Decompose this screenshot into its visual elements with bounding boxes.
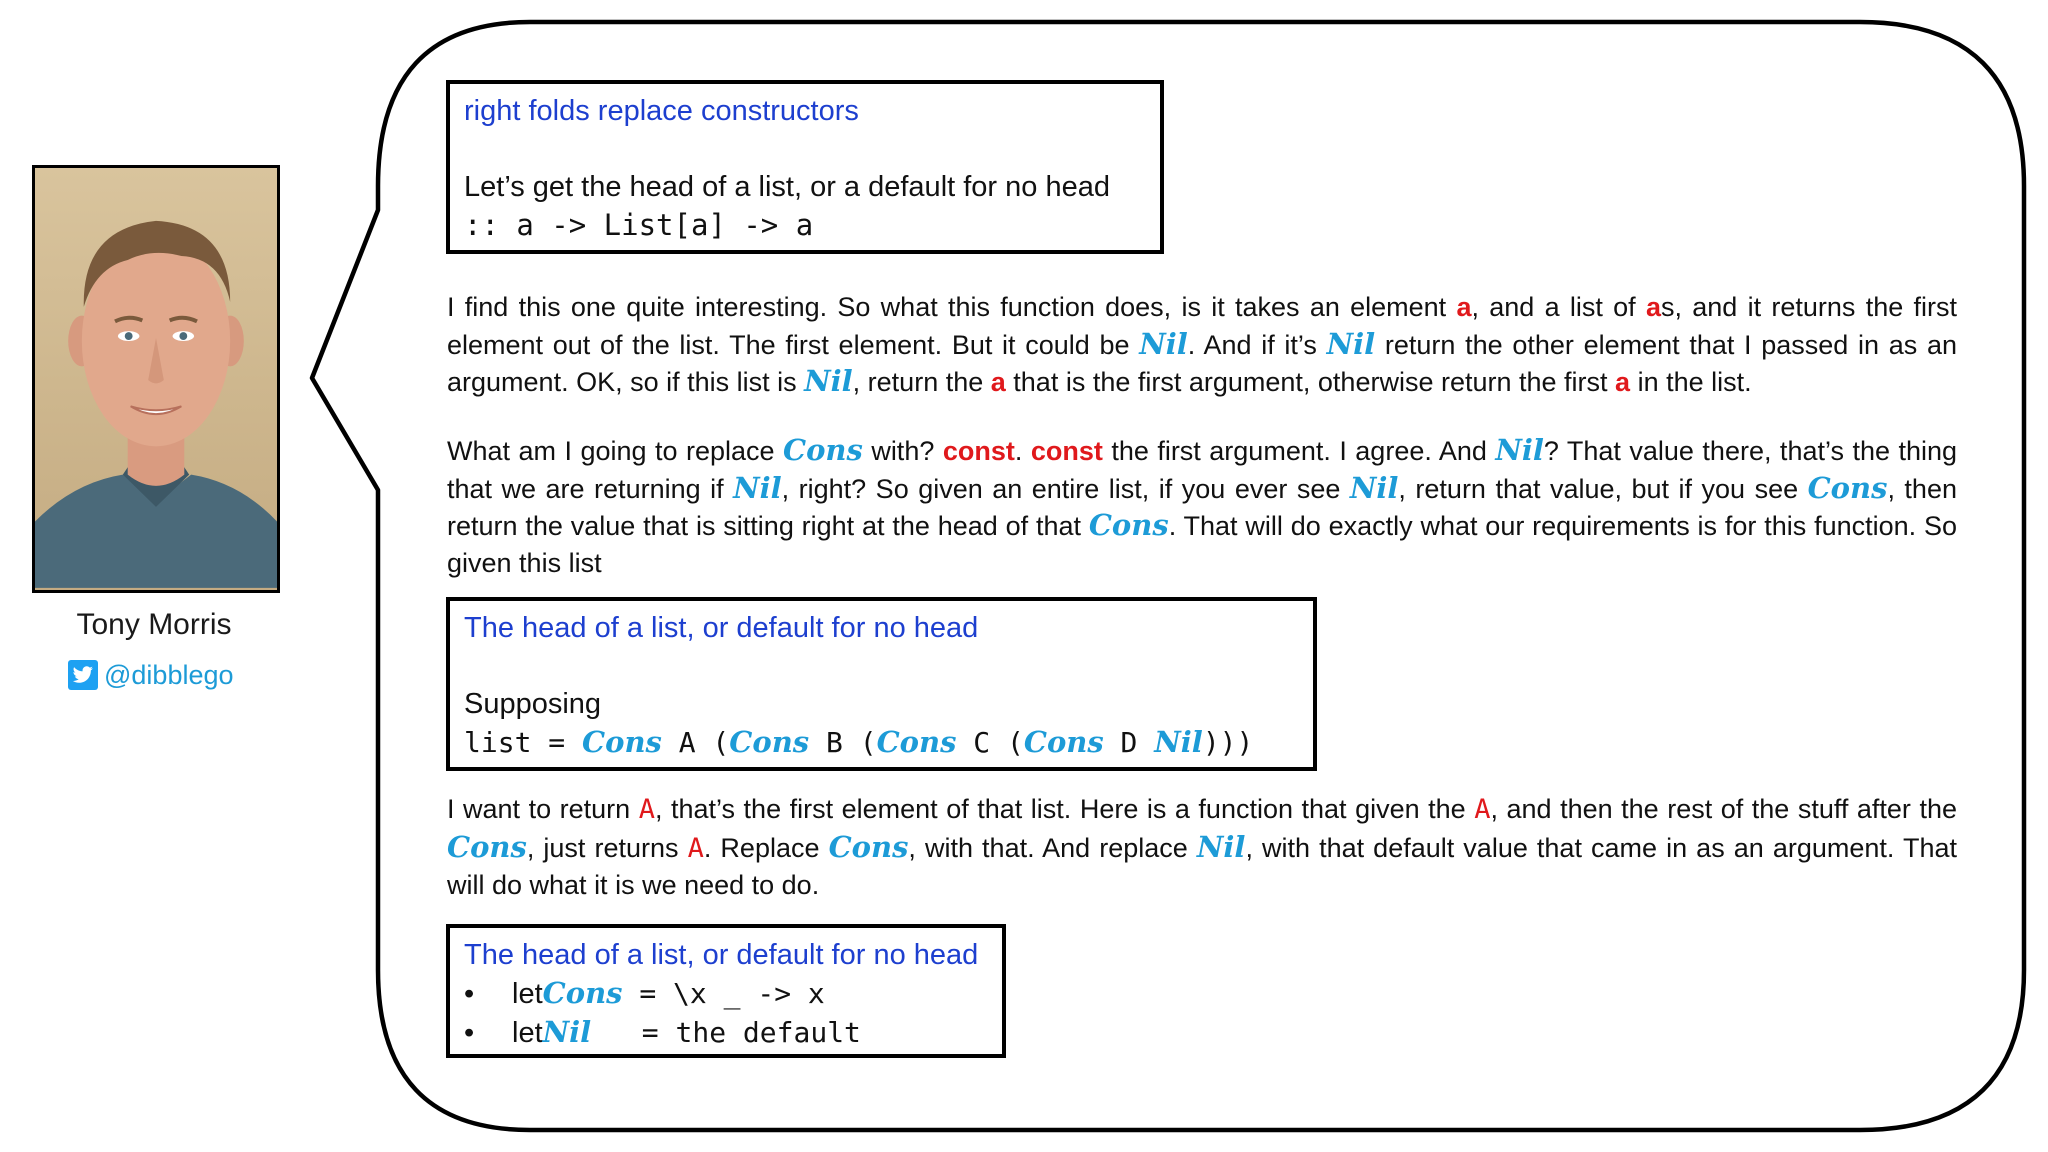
box-title: The head of a list, or default for no head bbox=[464, 612, 979, 644]
paragraph-3: I want to return A, that’s the first element of that list. Here is a function that given the A, and then the rest of the stuff after the Cons, just returns A. Replace Cons, with that. And replace Nil, with that default value that came in as an argument. That will do what it is we need to do. bbox=[447, 794, 1958, 900]
box-title: right folds replace constructors bbox=[464, 95, 859, 127]
paragraph-2: What am I going to replace Cons with? const. const the first argument. I agree. And Nil? That value there, that’s the thing that we are returning if Nil, right? So given an entire list, if you ever see Nil, return that value, but if you see Cons, then return the value that is sitting right at the head of that Cons. That will do exactly what our requirements is for this function. So given this list bbox=[447, 433, 1958, 578]
speaker-photo bbox=[32, 165, 280, 593]
nil-replacement-line: • let Nil = the default bbox=[464, 1015, 861, 1049]
speaker-handle-text: @dibblego bbox=[104, 659, 234, 690]
supposing-label: Supposing bbox=[464, 688, 602, 720]
replacement-box bbox=[446, 924, 1006, 1058]
speaker-handle-link[interactable] bbox=[68, 657, 234, 693]
list-definition: list = Cons A (Cons B (Cons C (Cons D Nil))) bbox=[464, 725, 1254, 759]
box-title: The head of a list, or default for no head bbox=[464, 939, 979, 971]
type-signature: :: a -> List[a] -> a bbox=[464, 208, 814, 242]
example-list-box bbox=[446, 597, 1317, 771]
cons-replacement-line: • let Cons = \x _ -> x bbox=[464, 976, 825, 1010]
paragraph-1: I find this one quite interesting. So what this function does, is it takes an element a, and a list of as, and it returns the first element out of the list. The first element. But it could be Nil. And if it’s Nil return the other element that I passed in as an argument. OK, so if this list is Nil, return the a that is the first argument, otherwise return the first a in the list. bbox=[447, 292, 1957, 398]
speaker-name: Tony Morris bbox=[76, 608, 232, 641]
twitter-icon bbox=[68, 660, 98, 690]
portrait-image bbox=[35, 168, 277, 590]
signature-box bbox=[446, 80, 1164, 254]
box-description: Let’s get the head of a list, or a default for no head bbox=[464, 171, 1110, 203]
